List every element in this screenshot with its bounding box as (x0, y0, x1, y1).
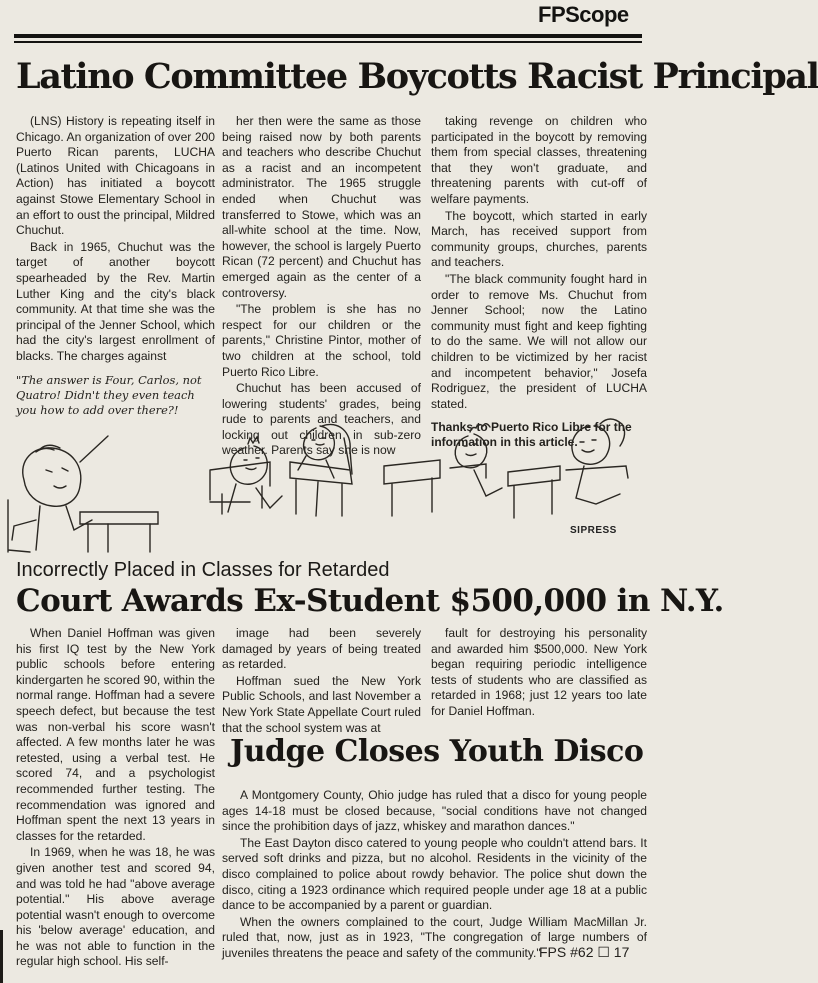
article2-column-2 (222, 626, 421, 736)
credit-lead: Thanks to (431, 420, 488, 435)
paragraph: (LNS) History is repeating itself in Chicago. An organization of over 200 Puerto Rican parents, LUCHA (Latinos United with Chicagoans in Action) has initiated a boycott against Stowe Elementary School in an effort to oust the principal, Mildred Chuchut. (16, 114, 215, 238)
article2-column-3 (431, 626, 647, 720)
article1-headline: Latino Committee Boycotts Racist Principal (16, 56, 818, 97)
paragraph: When Daniel Hoffman was given his first IQ test by the New York public schools before entering kindergarten he scored 90, within the normal range. Hoffman had a severe speech defect, but because the test was non-verbal his score wasn't affected. A few months later he was retested, using a verbal test. He scored 74, and a psychologist recommended further testing. The recommendation was ignored and Hoffman spent the next 13 years in classes for the retarded. (16, 626, 215, 843)
masthead: FPScope (538, 2, 629, 27)
credit-source: Puerto Rico Libre (491, 420, 592, 435)
paragraph: Hoffman sued the New York Public Schools, and last November a New York State Appellate Court ruled that the school system was at (222, 673, 421, 735)
paragraph: "The problem is she has no respect for our children or the parents," Christine Pintor, mother of two children at the school, told Puerto Rico Libre. (222, 302, 421, 379)
paragraph: The East Dayton disco catered to young people who couldn't attend bars. It served soft drinks and pizza, but no alcohol. Residents in the vicinity of the disco complained to police about rowdy behavior. The police shut down the disco, citing a 1923 ordinance which required people under age 18 at a public dance to be accompanied by a parent or guardian. (222, 835, 647, 913)
paragraph: A Montgomery County, Ohio judge has ruled that a disco for young people ages 14-18 must be closed because, "social conditions have not changed since the prohibition days of jazz, whiskey and marathon dances." (222, 788, 647, 834)
article2-headline: Court Awards Ex-Student $500,000 in N.Y. (16, 583, 724, 619)
page-edge-mark (0, 930, 3, 983)
paragraph: "The black community fought hard in order to remove Ms. Chuchut from Jenner School; now the Latino community must fight and keep fighting to do the same. We will not allow our children to be victimized by her racist and incompetent behavior," Josefa Rodriguez, the president of LUCHA stated. (431, 271, 647, 411)
article2-column-1 (16, 626, 215, 970)
paragraph: Chuchut has been accused of lowering students' grades, being rude to parents and teachers, and locking out children in sub-zero weather. Parents say she is now (222, 381, 421, 458)
cartoon-artist-signature: SIPRESS (570, 525, 617, 536)
paragraph: her then were the same as those being raised now by both parents and teachers who describe Chuchut as a racist and an incompetent administrator. The 1965 struggle ended when Chuchut was transferred to Stowe, which was an all-white school at the time. Now, however, the school is largely Puerto Rican (72 percent) and Chuchut has emerged again as the center of a controversy. (222, 114, 421, 300)
article2-kicker: Incorrectly Placed in Classes for Retarded (16, 559, 390, 581)
credit-tail: for the information in this article. (431, 420, 632, 450)
paragraph: When the owners complained to the court, Judge William MacMillan Jr. ruled that, now, just as in 1923, "The congregation of large numbers of juveniles threatens the peace and safety of the community." (222, 914, 647, 960)
paragraph: image had been severely damaged by years of being treated as retarded. (222, 626, 421, 672)
paragraph: fault for destroying his personality and awarded him $500,000. New York began requiring periodic intelligence tests of students who are classified as retarded in 1968; just 12 years too late for Daniel Hoffman. (431, 626, 647, 718)
article3-body (222, 788, 647, 962)
paragraph: In 1969, when he was 18, he was given another test and scored 94, and was told he had "above average potential." His above average potential wasn't enough to overcome his 'below average' education, and he was not able to function in the regular high school. His self- (16, 845, 215, 969)
paragraph: Back in 1965, Chuchut was the target of another boycott spearheaded by the Rev. Martin Luther King and the city's black community. At that time she was the principal of the Jenner School, which had the city's largest enrollment of blacks. The charges against (16, 239, 215, 363)
paragraph: The boycott, which started in early March, has received support from community groups, churches, parents and teachers. (431, 208, 647, 270)
article3-headline: Judge Closes Youth Disco (230, 734, 644, 769)
paragraph: taking revenge on children who participated in the boycott by removing them from special classes, threatening that they won't graduate, and threatening parents with cut-off of welfare payments. (431, 114, 647, 206)
cartoon-caption: "The answer is Four, Carlos, not Quatro! Didn't they even teach you how to add over there?! (16, 372, 202, 417)
page-footer: FPS #62 ☐ 17 (539, 944, 630, 960)
